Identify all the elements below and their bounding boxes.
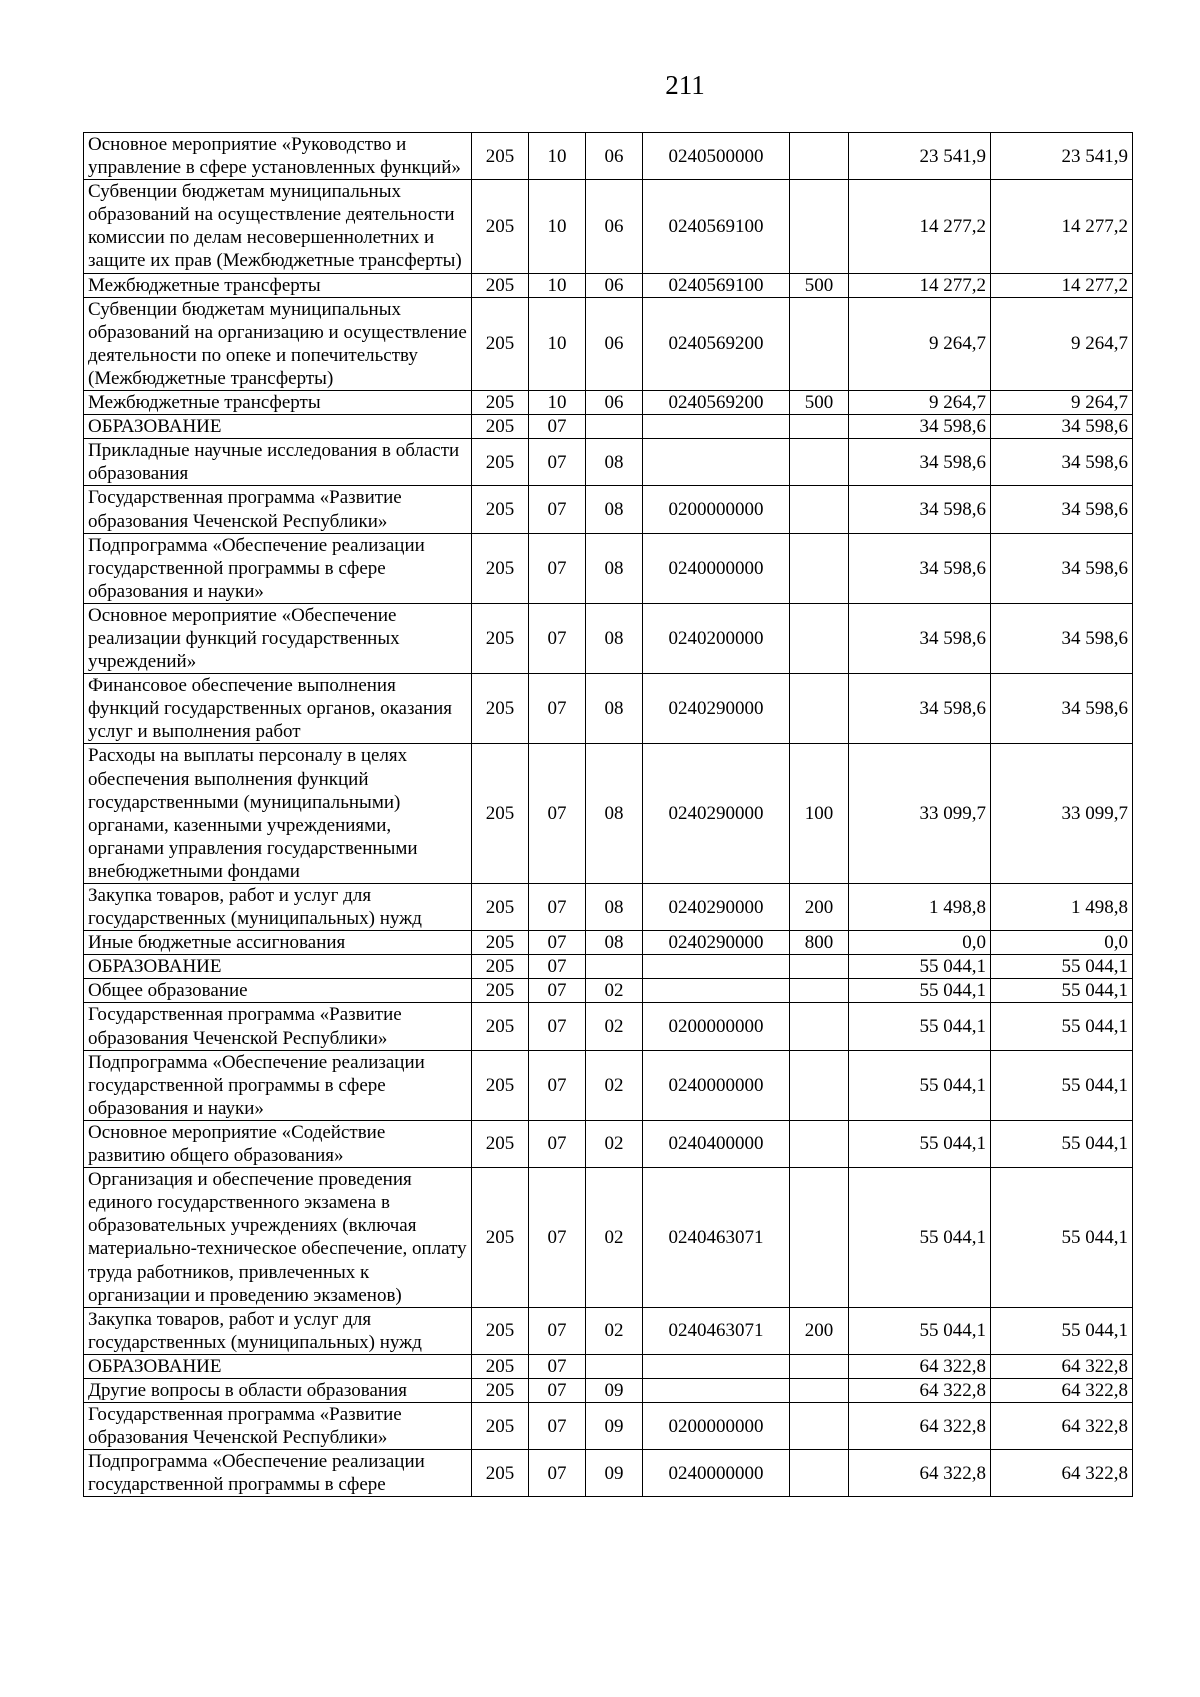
row-rz-cell: 07 (529, 486, 586, 533)
row-sum2-cell: 55 044,1 (991, 955, 1133, 979)
row-name-cell: Закупка товаров, работ и услуг для государственных (муниципальных) нужд (84, 884, 472, 931)
row-sum2-cell: 34 598,6 (991, 674, 1133, 744)
row-sum2-cell: 55 044,1 (991, 1050, 1133, 1120)
table-row (84, 1450, 1133, 1497)
row-rz-cell: 07 (529, 1307, 586, 1354)
row-rz-cell: 07 (529, 533, 586, 603)
row-vr-cell (790, 1403, 849, 1450)
table-row (84, 1354, 1133, 1378)
row-sum2-cell: 55 044,1 (991, 1120, 1133, 1167)
row-pr-cell: 02 (586, 1168, 643, 1308)
row-vr-cell (790, 603, 849, 673)
row-csr-cell: 0240000000 (643, 533, 790, 603)
row-csr-cell: 0240000000 (643, 1050, 790, 1120)
row-sum1-cell: 9 264,7 (849, 297, 991, 390)
row-pr-cell (586, 415, 643, 439)
table-row (84, 1003, 1133, 1050)
row-csr-cell: 0240000000 (643, 1450, 790, 1497)
row-sum2-cell: 64 322,8 (991, 1354, 1133, 1378)
row-vr-cell (790, 297, 849, 390)
row-gr-cell: 205 (472, 439, 529, 486)
row-vr-cell: 100 (790, 744, 849, 884)
row-sum1-cell: 34 598,6 (849, 415, 991, 439)
row-vr-cell (790, 955, 849, 979)
row-name-cell: Иные бюджетные ассигнования (84, 931, 472, 955)
row-sum2-cell: 14 277,2 (991, 180, 1133, 273)
row-vr-cell (790, 1354, 849, 1378)
row-csr-cell (643, 955, 790, 979)
row-csr-cell: 0240290000 (643, 931, 790, 955)
row-csr-cell: 0240400000 (643, 1120, 790, 1167)
row-sum1-cell: 0,0 (849, 931, 991, 955)
row-csr-cell: 0240569100 (643, 273, 790, 297)
row-sum2-cell: 64 322,8 (991, 1403, 1133, 1450)
row-rz-cell: 07 (529, 1120, 586, 1167)
row-gr-cell: 205 (472, 979, 529, 1003)
row-sum1-cell: 9 264,7 (849, 391, 991, 415)
row-sum2-cell: 34 598,6 (991, 415, 1133, 439)
row-sum1-cell: 34 598,6 (849, 603, 991, 673)
row-csr-cell (643, 415, 790, 439)
row-pr-cell: 06 (586, 180, 643, 273)
row-vr-cell (790, 1378, 849, 1402)
row-name-cell: Организация и обеспечение проведения единого государственного экзамена в образовательных учреждениях (включая материально-техническое обеспечение, оплату труда работников, привлеченных к организации и проведению экзаменов) (84, 1168, 472, 1308)
row-sum2-cell: 55 044,1 (991, 1003, 1133, 1050)
row-gr-cell: 205 (472, 415, 529, 439)
row-rz-cell: 07 (529, 1168, 586, 1308)
row-name-cell: ОБРАЗОВАНИЕ (84, 415, 472, 439)
row-vr-cell: 200 (790, 884, 849, 931)
row-sum1-cell: 55 044,1 (849, 1120, 991, 1167)
row-vr-cell (790, 133, 849, 180)
row-sum2-cell: 34 598,6 (991, 486, 1133, 533)
row-csr-cell (643, 439, 790, 486)
row-sum2-cell: 34 598,6 (991, 439, 1133, 486)
row-name-cell: Подпрограмма «Обеспечение реализации государственной программы в сфере образования и науки» (84, 533, 472, 603)
row-vr-cell (790, 439, 849, 486)
row-pr-cell: 09 (586, 1450, 643, 1497)
row-name-cell: Подпрограмма «Обеспечение реализации государственной программы в сфере (84, 1450, 472, 1497)
row-sum1-cell: 64 322,8 (849, 1403, 991, 1450)
row-csr-cell: 0240290000 (643, 884, 790, 931)
row-gr-cell: 205 (472, 884, 529, 931)
row-name-cell: Субвенции бюджетам муниципальных образований на осуществление деятельности комиссии по делам несовершеннолетних и защите их прав (Межбюджетные трансферты) (84, 180, 472, 273)
row-rz-cell: 07 (529, 931, 586, 955)
table-row (84, 1403, 1133, 1450)
row-name-cell: Основное мероприятие «Содействие развитию общего образования» (84, 1120, 472, 1167)
row-name-cell: ОБРАЗОВАНИЕ (84, 1354, 472, 1378)
row-vr-cell (790, 979, 849, 1003)
row-sum1-cell: 64 322,8 (849, 1450, 991, 1497)
table-row (84, 931, 1133, 955)
table-row (84, 533, 1133, 603)
row-name-cell: Межбюджетные трансферты (84, 391, 472, 415)
row-csr-cell: 0200000000 (643, 486, 790, 533)
table-row (84, 415, 1133, 439)
row-name-cell: Подпрограмма «Обеспечение реализации государственной программы в сфере образования и науки» (84, 1050, 472, 1120)
row-gr-cell: 205 (472, 674, 529, 744)
row-gr-cell: 205 (472, 533, 529, 603)
row-rz-cell: 07 (529, 1378, 586, 1402)
row-rz-cell: 07 (529, 1403, 586, 1450)
table-row (84, 391, 1133, 415)
row-rz-cell: 10 (529, 273, 586, 297)
row-csr-cell: 0240569100 (643, 180, 790, 273)
row-gr-cell: 205 (472, 1120, 529, 1167)
row-pr-cell: 08 (586, 674, 643, 744)
row-pr-cell: 08 (586, 931, 643, 955)
row-vr-cell (790, 486, 849, 533)
row-gr-cell: 205 (472, 1378, 529, 1402)
row-rz-cell: 07 (529, 884, 586, 931)
row-sum1-cell: 1 498,8 (849, 884, 991, 931)
row-pr-cell (586, 955, 643, 979)
row-pr-cell: 09 (586, 1403, 643, 1450)
row-vr-cell (790, 1003, 849, 1050)
row-sum2-cell: 55 044,1 (991, 1168, 1133, 1308)
row-sum2-cell: 14 277,2 (991, 273, 1133, 297)
row-sum2-cell: 64 322,8 (991, 1450, 1133, 1497)
row-pr-cell: 02 (586, 979, 643, 1003)
row-name-cell: Прикладные научные исследования в области образования (84, 439, 472, 486)
table-row (84, 1120, 1133, 1167)
row-gr-cell: 205 (472, 931, 529, 955)
row-pr-cell: 08 (586, 744, 643, 884)
table-row (84, 486, 1133, 533)
row-name-cell: Другие вопросы в области образования (84, 1378, 472, 1402)
row-pr-cell: 02 (586, 1120, 643, 1167)
row-csr-cell: 0240569200 (643, 297, 790, 390)
row-sum1-cell: 14 277,2 (849, 273, 991, 297)
row-vr-cell: 500 (790, 391, 849, 415)
row-sum2-cell: 34 598,6 (991, 533, 1133, 603)
row-gr-cell: 205 (472, 1403, 529, 1450)
row-sum1-cell: 34 598,6 (849, 439, 991, 486)
row-pr-cell: 02 (586, 1003, 643, 1050)
row-rz-cell: 07 (529, 1354, 586, 1378)
row-csr-cell (643, 1378, 790, 1402)
row-vr-cell (790, 415, 849, 439)
row-pr-cell: 08 (586, 533, 643, 603)
row-name-cell: Основное мероприятие «Обеспечение реализации функций государственных учреждений» (84, 603, 472, 673)
row-gr-cell: 205 (472, 273, 529, 297)
row-pr-cell (586, 1354, 643, 1378)
row-rz-cell: 10 (529, 391, 586, 415)
row-name-cell: Расходы на выплаты персоналу в целях обеспечения выполнения функций государственными (муниципальными) органами, казенными учреждениями, органами управления государственными внебюджетными фондами (84, 744, 472, 884)
table-row (84, 1050, 1133, 1120)
row-name-cell: Общее образование (84, 979, 472, 1003)
row-rz-cell: 10 (529, 180, 586, 273)
row-csr-cell: 0200000000 (643, 1403, 790, 1450)
row-pr-cell: 06 (586, 391, 643, 415)
row-gr-cell: 205 (472, 1168, 529, 1308)
row-gr-cell: 205 (472, 744, 529, 884)
row-rz-cell: 07 (529, 744, 586, 884)
row-sum1-cell: 34 598,6 (849, 674, 991, 744)
row-sum1-cell: 34 598,6 (849, 533, 991, 603)
table-row (84, 439, 1133, 486)
row-csr-cell: 0240569200 (643, 391, 790, 415)
row-sum1-cell: 55 044,1 (849, 1050, 991, 1120)
table-row (84, 603, 1133, 673)
table-body (84, 133, 1133, 1497)
row-gr-cell: 205 (472, 486, 529, 533)
row-name-cell: Государственная программа «Развитие образования Чеченской Республики» (84, 1403, 472, 1450)
row-sum1-cell: 55 044,1 (849, 1168, 991, 1308)
row-gr-cell: 205 (472, 1003, 529, 1050)
table-row (84, 273, 1133, 297)
row-rz-cell: 07 (529, 955, 586, 979)
row-rz-cell: 07 (529, 603, 586, 673)
row-sum1-cell: 64 322,8 (849, 1354, 991, 1378)
row-vr-cell (790, 533, 849, 603)
row-vr-cell (790, 180, 849, 273)
row-rz-cell: 07 (529, 674, 586, 744)
table-row (84, 1378, 1133, 1402)
row-pr-cell: 08 (586, 603, 643, 673)
row-rz-cell: 07 (529, 979, 586, 1003)
row-rz-cell: 07 (529, 1003, 586, 1050)
row-pr-cell: 06 (586, 133, 643, 180)
table-row (84, 1168, 1133, 1308)
row-pr-cell: 06 (586, 273, 643, 297)
row-name-cell: Межбюджетные трансферты (84, 273, 472, 297)
row-vr-cell (790, 1120, 849, 1167)
row-name-cell: Основное мероприятие «Руководство и управление в сфере установленных функций» (84, 133, 472, 180)
row-vr-cell (790, 1450, 849, 1497)
row-vr-cell (790, 674, 849, 744)
row-sum1-cell: 55 044,1 (849, 955, 991, 979)
row-sum2-cell: 33 099,7 (991, 744, 1133, 884)
row-gr-cell: 205 (472, 180, 529, 273)
row-rz-cell: 10 (529, 133, 586, 180)
row-gr-cell: 205 (472, 1354, 529, 1378)
row-sum1-cell: 64 322,8 (849, 1378, 991, 1402)
row-sum2-cell: 55 044,1 (991, 1307, 1133, 1354)
row-sum2-cell: 23 541,9 (991, 133, 1133, 180)
row-vr-cell (790, 1050, 849, 1120)
row-gr-cell: 205 (472, 603, 529, 673)
row-gr-cell: 205 (472, 1050, 529, 1120)
row-pr-cell: 06 (586, 297, 643, 390)
table-row (84, 884, 1133, 931)
row-vr-cell: 200 (790, 1307, 849, 1354)
row-rz-cell: 10 (529, 297, 586, 390)
row-sum1-cell: 55 044,1 (849, 1003, 991, 1050)
table-row (84, 674, 1133, 744)
row-csr-cell: 0240463071 (643, 1168, 790, 1308)
table-row (84, 744, 1133, 884)
row-sum2-cell: 9 264,7 (991, 391, 1133, 415)
row-pr-cell: 02 (586, 1307, 643, 1354)
row-csr-cell: 0240500000 (643, 133, 790, 180)
row-name-cell: Закупка товаров, работ и услуг для государственных (муниципальных) нужд (84, 1307, 472, 1354)
row-sum1-cell: 34 598,6 (849, 486, 991, 533)
row-pr-cell: 08 (586, 439, 643, 486)
row-csr-cell: 0240200000 (643, 603, 790, 673)
row-vr-cell: 500 (790, 273, 849, 297)
table-row (84, 133, 1133, 180)
row-name-cell: Финансовое обеспечение выполнения функций государственных органов, оказания услуг и выполнения работ (84, 674, 472, 744)
page-number: 211 (665, 70, 705, 100)
row-name-cell: Государственная программа «Развитие образования Чеченской Республики» (84, 1003, 472, 1050)
row-rz-cell: 07 (529, 439, 586, 486)
row-gr-cell: 205 (472, 133, 529, 180)
row-pr-cell: 02 (586, 1050, 643, 1120)
row-vr-cell (790, 1168, 849, 1308)
row-csr-cell: 0240463071 (643, 1307, 790, 1354)
table-row (84, 297, 1133, 390)
row-sum2-cell: 55 044,1 (991, 979, 1133, 1003)
row-name-cell: Субвенции бюджетам муниципальных образований на организацию и осуществление деятельности по опеке и попечительству (Межбюджетные трансферты) (84, 297, 472, 390)
table-row (84, 1307, 1133, 1354)
row-csr-cell (643, 1354, 790, 1378)
table-row (84, 180, 1133, 273)
row-gr-cell: 205 (472, 391, 529, 415)
table-row (84, 955, 1133, 979)
table-row (84, 979, 1133, 1003)
row-sum1-cell: 55 044,1 (849, 1307, 991, 1354)
row-pr-cell: 08 (586, 884, 643, 931)
row-sum2-cell: 9 264,7 (991, 297, 1133, 390)
row-sum1-cell: 14 277,2 (849, 180, 991, 273)
row-rz-cell: 07 (529, 415, 586, 439)
row-csr-cell: 0240290000 (643, 674, 790, 744)
row-rz-cell: 07 (529, 1450, 586, 1497)
budget-table (83, 132, 1133, 1497)
row-csr-cell: 0200000000 (643, 1003, 790, 1050)
row-pr-cell: 08 (586, 486, 643, 533)
row-sum2-cell: 64 322,8 (991, 1378, 1133, 1402)
row-gr-cell: 205 (472, 955, 529, 979)
row-sum1-cell: 33 099,7 (849, 744, 991, 884)
row-name-cell: ОБРАЗОВАНИЕ (84, 955, 472, 979)
row-sum2-cell: 1 498,8 (991, 884, 1133, 931)
row-sum1-cell: 23 541,9 (849, 133, 991, 180)
row-csr-cell: 0240290000 (643, 744, 790, 884)
row-rz-cell: 07 (529, 1050, 586, 1120)
row-csr-cell (643, 979, 790, 1003)
row-gr-cell: 205 (472, 297, 529, 390)
row-name-cell: Государственная программа «Развитие образования Чеченской Республики» (84, 486, 472, 533)
row-sum2-cell: 0,0 (991, 931, 1133, 955)
row-gr-cell: 205 (472, 1307, 529, 1354)
row-vr-cell: 800 (790, 931, 849, 955)
row-sum1-cell: 55 044,1 (849, 979, 991, 1003)
row-gr-cell: 205 (472, 1450, 529, 1497)
row-pr-cell: 09 (586, 1378, 643, 1402)
row-sum2-cell: 34 598,6 (991, 603, 1133, 673)
